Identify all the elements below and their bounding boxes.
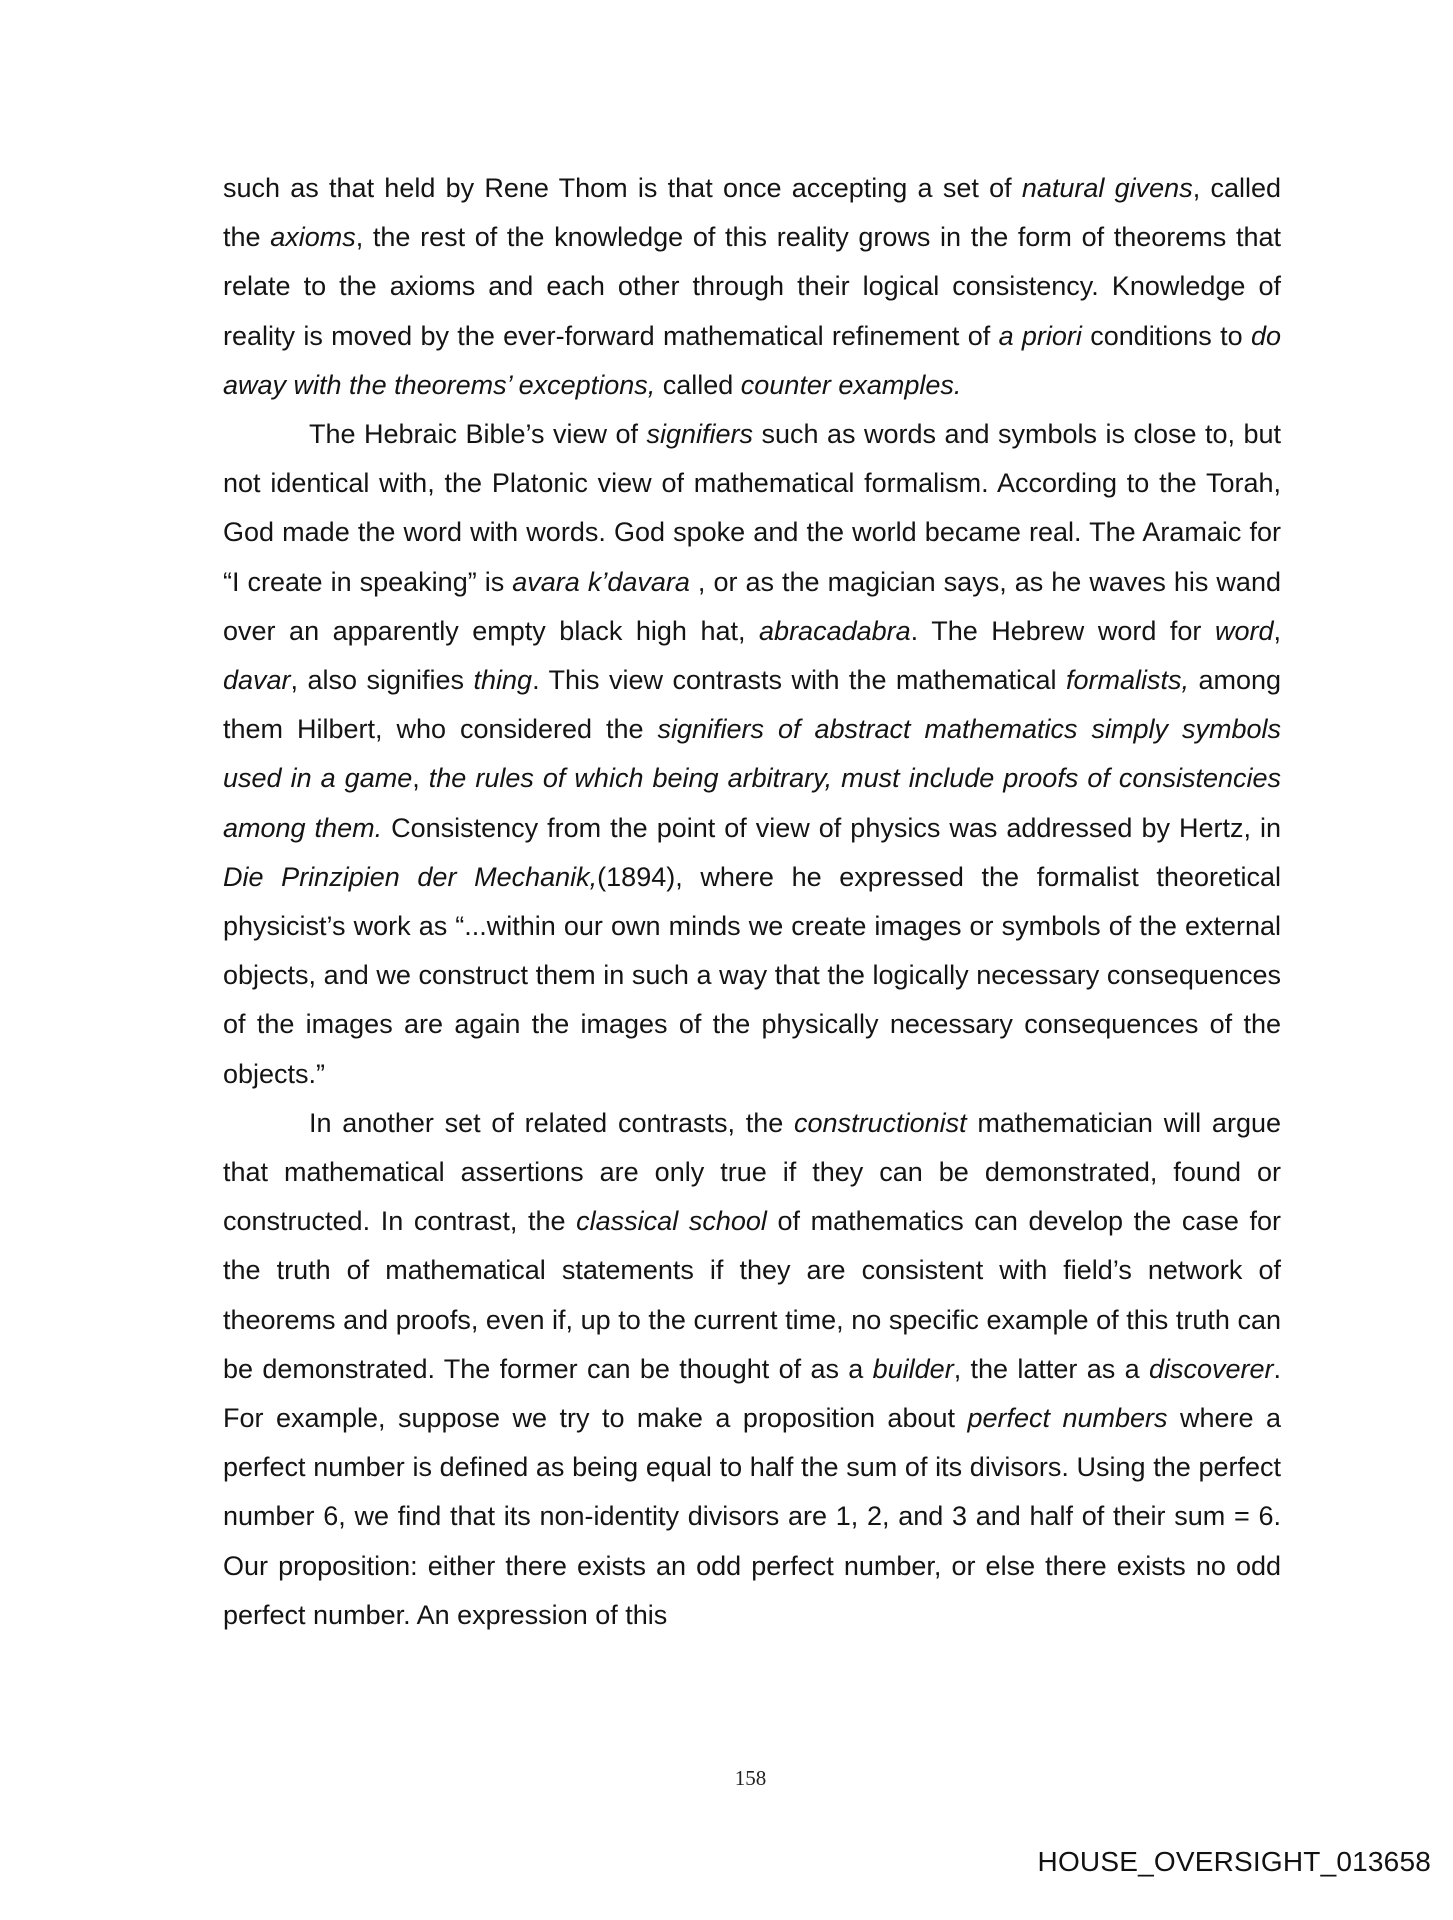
italic-text-run: thing xyxy=(473,665,533,696)
text-run: , the latter as a xyxy=(953,1353,1149,1384)
italic-text-run: discoverer xyxy=(1148,1353,1274,1384)
italic-text-run: signifiers of abstract mathematics simply symbols used in a game xyxy=(223,714,1281,794)
paragraph xyxy=(223,164,1281,410)
italic-text-run: davar xyxy=(223,665,291,696)
text-run: , called the xyxy=(223,173,1281,253)
text-run: (1894), where he expressed the formalist theoretical physicist’s work as “...within our own minds we create images or symbols of the external objects, and we construct them in such a way that the logically necessary consequences of the images are again the images of the physically necessary consequences of the objects.” xyxy=(223,861,1281,1089)
bates-stamp: HOUSE_OVERSIGHT_013658 xyxy=(1037,1846,1431,1877)
italic-text-run: perfect numbers xyxy=(967,1403,1168,1434)
page-number: 158 xyxy=(734,1766,767,1790)
text-run: , the rest of the knowledge of this reality grows in the form of theorems that relate to the axioms and each other through their logical consistency. Knowledge of reality is moved by the ever-forward mathematical refinement of xyxy=(223,222,1281,351)
text-run: , or as the magician says, as he waves his wand over an apparently empty black high hat, xyxy=(223,566,1281,646)
paragraph xyxy=(223,410,1281,1099)
body-text xyxy=(223,164,1281,1640)
italic-text-run: a priori xyxy=(998,320,1082,351)
italic-text-run: Die Prinzipien der Mechanik, xyxy=(223,861,598,892)
italic-text-run: word xyxy=(1214,615,1274,646)
italic-text-run: classical school xyxy=(576,1206,767,1237)
italic-text-run: builder xyxy=(872,1353,954,1384)
paragraph xyxy=(223,1099,1281,1640)
italic-text-run: counter examples. xyxy=(740,369,962,400)
text-run: , xyxy=(1273,615,1281,646)
italic-text-run: the rules of which being arbitrary, must include proofs of consistencies among them. xyxy=(223,763,1281,843)
italic-text-run: natural givens xyxy=(1021,173,1193,203)
italic-text-run: axioms xyxy=(270,222,356,253)
text-run: mathematician will argue that mathematical assertions are only true if they can be demonstrated, found or constructed. In contrast, the xyxy=(223,1107,1281,1237)
text-run: among them Hilbert, who considered the xyxy=(223,665,1281,745)
text-run: . This view contrasts with the mathematical xyxy=(532,665,1066,696)
italic-text-run: do away with the theorems’ exceptions, xyxy=(223,320,1281,400)
text-run: of mathematics can develop the case for the truth of mathematical statements if they are consistent with field’s network of theorems and proofs, even if, up to the current time, no specific example of this truth can be demonstrated. The former can be thought of as a xyxy=(223,1206,1281,1384)
italic-text-run: constructionist xyxy=(794,1107,967,1138)
italic-text-run: avara k’davara xyxy=(512,566,690,597)
text-run: called xyxy=(655,369,741,400)
text-run: such as words and symbols is close to, but not identical with, the Platonic view of mathematical formalism. According to the Torah, God made the word with words. God spoke and the world became real. The Aramaic for “I create in speaking” is xyxy=(223,419,1281,597)
text-run: Consistency from the point of view of physics was addressed by Hertz, in xyxy=(382,812,1281,843)
italic-text-run: signifiers xyxy=(646,419,754,450)
text-run: . The Hebrew word for xyxy=(910,615,1215,646)
text-run: . For example, suppose we try to make a proposition about xyxy=(223,1353,1281,1434)
italic-text-run: abracadabra xyxy=(759,615,911,646)
text-run: conditions to xyxy=(1081,320,1251,351)
text-run: , xyxy=(412,763,429,794)
italic-text-run: formalists, xyxy=(1065,665,1189,696)
text-run: In another set of related contrasts, the xyxy=(309,1107,795,1138)
text-run: where a perfect number is defined as being equal to half the sum of its divisors. Using the perfect number 6, we find that its non-identity divisors are 1, 2, and 3 and half of their sum = 6. Our proposition: either there exists an odd perfect number, or else there exists no odd perfect number. An expression of this xyxy=(223,1403,1282,1630)
text-run: such as that held by Rene Thom is that once accepting a set of xyxy=(223,173,1022,203)
text-run: , also signifies xyxy=(290,665,474,696)
text-run: The Hebraic Bible’s view of xyxy=(309,419,647,450)
